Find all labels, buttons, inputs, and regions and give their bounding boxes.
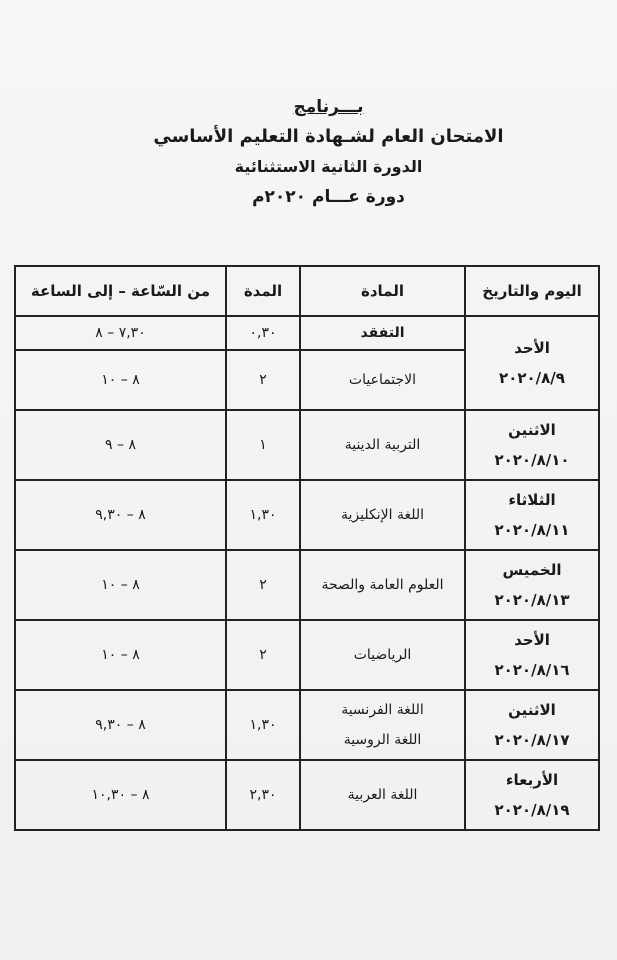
- subject-cell: الاجتماعيات: [300, 350, 465, 410]
- time-cell: ٧,٣٠ – ٨: [15, 316, 226, 350]
- year-title: دورة عـــام ٢٠٢٠م: [252, 187, 405, 207]
- subject-line: اللغة الفرنسية: [341, 702, 424, 718]
- day-name: الأحد: [514, 631, 550, 649]
- duration-cell: ٢,٣٠: [226, 760, 300, 830]
- header-day-date: اليوم والتاريخ: [465, 266, 599, 316]
- table-row: [15, 620, 599, 690]
- day-cell: [465, 760, 599, 830]
- day-cell: [465, 410, 599, 480]
- day-name: الاثنين: [508, 421, 556, 439]
- day-name: الاثنين: [508, 701, 556, 719]
- duration-cell: ٢: [226, 550, 300, 620]
- table-row: [15, 410, 599, 480]
- table-row: [15, 480, 599, 550]
- time-cell: ٨ – ٩,٣٠: [15, 690, 226, 760]
- time-cell: ٨ – ١٠: [15, 620, 226, 690]
- table-header-row: [15, 266, 599, 316]
- table-row: [15, 760, 599, 830]
- duration-cell: ٢: [226, 620, 300, 690]
- time-cell: ٨ – ١٠: [15, 550, 226, 620]
- duration-cell: ١: [226, 410, 300, 480]
- duration-cell: ٢: [226, 350, 300, 410]
- day-date: ٢٠٢٠/٨/١٣: [494, 591, 570, 609]
- subject-cell: التربية الدينية: [300, 410, 465, 480]
- day-date: ٢٠٢٠/٨/١٩: [494, 801, 570, 819]
- day-date: ٢٠٢٠/٨/١٠: [494, 451, 570, 469]
- duration-cell: ١,٣٠: [226, 480, 300, 550]
- table-row: [15, 550, 599, 620]
- day-name: الأحد: [514, 339, 550, 357]
- subject-cell: العلوم العامة والصحة: [300, 550, 465, 620]
- day-cell: [465, 316, 599, 410]
- day-name: الأربعاء: [505, 771, 559, 789]
- day-date: ٢٠٢٠/٨/١٦: [494, 661, 570, 679]
- day-date: ٢٠٢٠/٨/١١: [494, 521, 570, 539]
- subject-cell: اللغة العربية: [300, 760, 465, 830]
- day-cell: [465, 550, 599, 620]
- duration-cell: ٠,٣٠: [226, 316, 300, 350]
- session-title: الدورة الثانية الاستثنائية: [234, 157, 423, 176]
- day-cell: [465, 620, 599, 690]
- header-subject: المادة: [300, 266, 465, 316]
- time-cell: ٨ – ٩: [15, 410, 226, 480]
- subject-cell: اللغة الإنكليزية: [300, 480, 465, 550]
- day-date: ٢٠٢٠/٨/٩: [499, 369, 565, 387]
- exam-schedule-table: [14, 265, 600, 831]
- subject-cell: الرياضيات: [300, 620, 465, 690]
- table-row: [15, 316, 599, 350]
- time-cell: ٨ – ١٠,٣٠: [15, 760, 226, 830]
- time-cell: ٨ – ٩,٣٠: [15, 480, 226, 550]
- day-name: الخميس: [502, 561, 562, 579]
- subject-cell: التفقد: [300, 316, 465, 350]
- time-cell: ٨ – ١٠: [15, 350, 226, 410]
- subject-line: اللغة الروسية: [343, 732, 422, 748]
- duration-cell: ١,٣٠: [226, 690, 300, 760]
- document-header: [0, 92, 617, 212]
- day-cell: [465, 480, 599, 550]
- program-title: بـــرنامج: [293, 97, 364, 117]
- day-cell: [465, 690, 599, 760]
- header-time-range: من السّاعة – إلى الساعة: [15, 266, 226, 316]
- day-date: ٢٠٢٠/٨/١٧: [494, 731, 570, 749]
- day-name: الثلاثاء: [508, 491, 556, 509]
- subject-cell: [300, 690, 465, 760]
- header-duration: المدة: [226, 266, 300, 316]
- table-row: [15, 690, 599, 760]
- exam-title: الامتحان العام لشـهادة التعليم الأساسي: [153, 126, 504, 147]
